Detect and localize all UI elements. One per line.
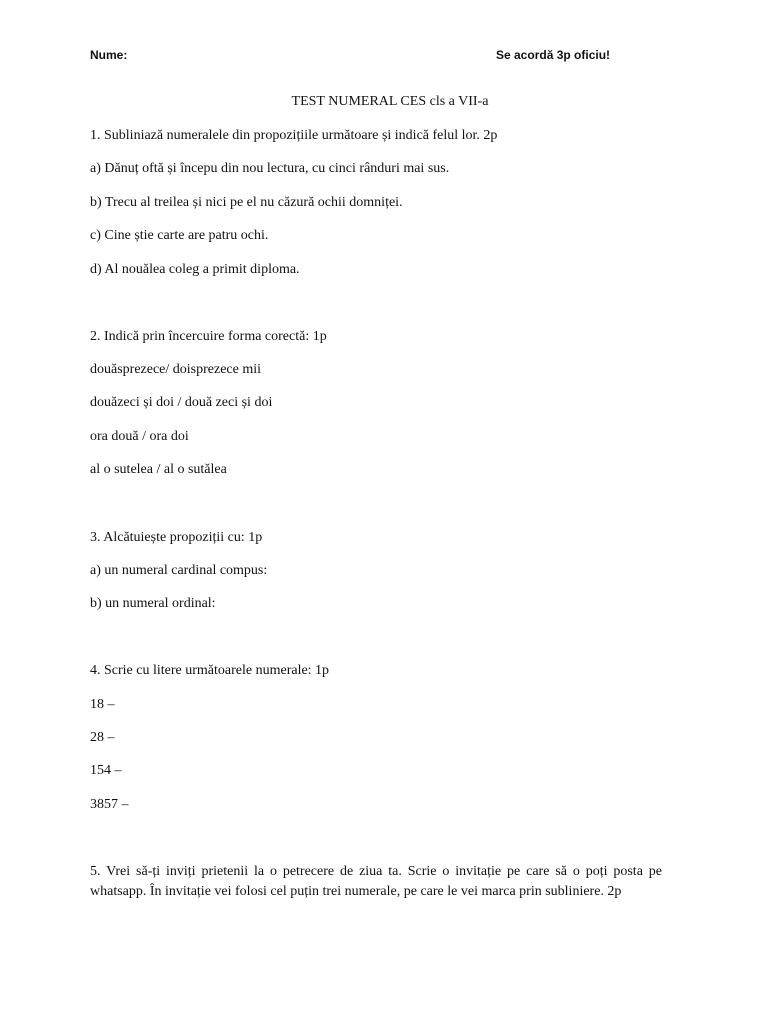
question-1-item: d) Al nouălea coleg a primit diploma. [90,262,300,277]
question-4-item: 154 – [90,763,122,778]
question-5-prompt: 5. Vrei să-ți inviți prietenii la o petrecere de ziua ta. Scrie o invitație pe care să o poți posta pe whatsapp. În invitație vei folosi cel puțin trei numerale, pe care le vei marca prin subliniere. 2p [90,864,662,899]
name-label: Nume: [90,48,128,62]
question-1-item: a) Dănuț oftă și începu din nou lectura, cu cinci rânduri mai sus. [90,161,450,176]
question-4-item: 28 – [90,730,115,745]
question-1-prompt: 1. Subliniază numeralele din propozițiile următoare și indică felul lor. 2p [90,128,498,143]
question-1-item: b) Trecu al treilea și nici pe el nu căzură ochii domniței. [90,195,403,210]
question-2-prompt: 2. Indică prin încercuire forma corectă: 1p [90,329,327,344]
test-title: TEST NUMERAL CES cls a VII-a [291,94,489,109]
question-3-prompt: 3. Alcătuiește propoziții cu: 1p [90,530,263,545]
question-2-option: al o sutelea / al o sutălea [90,462,227,477]
question-4-item: 3857 – [90,797,129,812]
question-1-item: c) Cine știe carte are patru ochi. [90,228,269,243]
question-3-item: b) un numeral ordinal: [90,596,216,611]
question-2-option: douăzeci și doi / două zeci și doi [90,395,273,410]
question-2-option: ora două / ora doi [90,429,189,444]
question-2-option: douăsprezece/ doisprezece mii [90,362,262,377]
page-header [90,48,611,66]
question-3-item: a) un numeral cardinal compus: [90,563,268,578]
question-4-prompt: 4. Scrie cu litere următoarele numerale: 1p [90,663,330,678]
office-points-note: Se acordă 3p oficiu! [496,48,611,62]
question-4-item: 18 – [90,697,115,712]
